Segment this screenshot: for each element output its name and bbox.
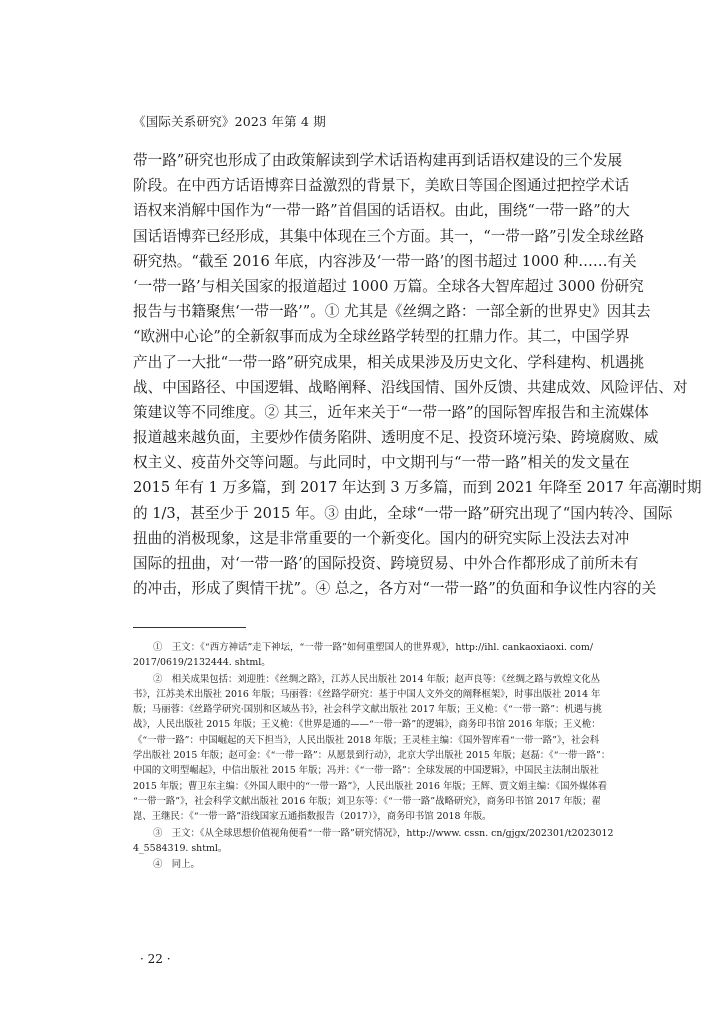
body-line: 的冲击，形成了舆情干扰”。④ 总之，各方对“一带一路”的负面和争议性内容的关: [133, 580, 657, 598]
body-line: 权主义、疫苗外交等问题。与此同时，中文期刊与“一带一路”相关的发文量在: [133, 454, 630, 472]
body-line: “欧洲中心论”的全新叙事而成为全球丝路学转型的扛鼎力作。其二，中国学界: [133, 328, 630, 346]
footnote: [133, 826, 614, 857]
footnote-line: ① 王文：《“西方神话”走下神坛，“一带一路”如何重塑国人的世界观》，http://ihl. cankaoxiaoxi. com/: [153, 642, 593, 653]
body-line: 语权来消解中国作为“一带一路”首倡国的话语权。由此，围绕“一带一路”的大: [133, 202, 630, 220]
footnote-line: 中国的文明型崛起》，中信出版社 2015 年版；冯并：《“一带一路”：全球发展的中国逻辑》，中国民主法制出版社: [133, 765, 599, 777]
page-number: · 22 ·: [140, 952, 171, 966]
footnote-line: “一带一路”》，社会科学文献出版社 2016 年版；刘卫东等：《“一带一路”战略研究》，商务印书馆 2017 年版；翟: [133, 795, 601, 807]
footnote-gap: [133, 872, 593, 873]
body-line: 策建议等不同维度。② 其三，近年来关于“一带一路”的国际智库报告和主流媒体: [133, 403, 649, 421]
footnotes: [133, 640, 614, 873]
footnote: [133, 640, 593, 671]
body-line: ‘一带一路’与相关国家的报道超过 1000 万篇。全球各大智库超过 3000 份研究: [133, 277, 644, 295]
body-text: [133, 148, 702, 601]
footnote-line: 4_5584319. shtml。: [133, 842, 228, 854]
body-line: 报道越来越负面，主要炒作债务陷阱、透明度不足、投资环境污染、跨境腐败、威: [133, 429, 659, 447]
body-line: 研究热。“截至 2016 年底，内容涉及‘一带一路’的图书超过 1000 种……有关: [133, 252, 637, 270]
body-line: 报告与书籍聚焦‘一带一路’”。① 尤其是《丝绸之路：一部全新的世界史》因其去: [133, 303, 651, 321]
body-line: 国际的扭曲，对‘一带一路’的国际投资、跨境贸易、中外合作都形成了前所未有: [133, 555, 639, 572]
footnote: [133, 857, 593, 872]
journal-header: 《国际关系研究》2023 年第 4 期: [133, 114, 326, 129]
footnote-separator: [133, 627, 246, 628]
body-line: 阶段。在中西方话语博弈日益激烈的背景下，美欧日等国企图通过把控学术话: [133, 177, 630, 195]
body-line: 带一路”研究也形成了由政策解读到学术话语构建再到话语权建设的三个发展: [133, 152, 623, 169]
footnote-line: ③ 王文：《从全球思想价值视角便看“一带一路”研究情况》，http://www. cssn. cn/gjgx/202301/t2023012: [153, 827, 614, 839]
body-line: 2015 年有 1 万多篇，到 2017 年达到 3 万多篇，而到 2021 年降至 2017 年高潮时期: [133, 479, 702, 497]
footnote-line: 书》，江苏美术出版社 2016 年版；马丽蓉：《丝路学研究：基于中国人文外交的阐释框架》，时事出版社 2014 年: [133, 688, 601, 700]
footnote-line: 2017/0619/2132444. shtml。: [133, 657, 271, 669]
footnote-line: ② 相关成果包括：刘迎胜：《丝绸之路》，江苏人民出版社 2014 年版；赵声良等：《丝绸之路与敦煌文化丛: [153, 673, 600, 685]
footnote-line: 《“一带一路”：中国崛起的天下担当》，人民出版社 2018 年版；王灵桂主编：《国外智库看“一带一路”》，社会科: [133, 734, 600, 746]
footnote-line: 版；马丽蓉：《丝路学研究·国别和区域丛书》，社会科学文献出版社 2017 年版；王义桅：《“一带一路”：机遇与挑: [133, 704, 602, 716]
footnote-line: 崑、王继民：《“一带一路”沿线国家五通指数报告（2017）》，商务印书馆 2018 年版。: [133, 811, 492, 823]
body-line: 扭曲的消极现象，这是非常重要的一个新变化。国内的研究实际上没法去对冲: [133, 529, 630, 547]
body-line: 的 1/3，甚至少于 2015 年。③ 由此，全球“一带一路”研究出现了“国内转冷、国际: [133, 504, 673, 522]
footnote-line: ④ 同上。: [153, 859, 200, 871]
footnote: [133, 672, 611, 825]
footnote-line: 2015 年版；曹卫东主编：《外国人眼中的“一带一路”》，人民出版社 2016 年版；王辉、贾文娟主编：《国外媒体看: [133, 780, 608, 792]
footnote-line: 学出版社 2015 年版；赵可金：《“一带一路”：从愿景到行动》，北京大学出版社 2015 年版；赵磊：《“一带一路”：: [133, 750, 611, 762]
body-line: 战、中国路径、中国逻辑、战略阐释、沿线国情、国外反馈、共建成效、风险评估、对: [133, 378, 688, 396]
body-line: 国话语博弈已经形成，其集中体现在三个方面。其一，“一带一路”引发全球丝路: [133, 227, 645, 245]
body-line: 产出了一大批“一带一路”研究成果，相关成果涉及历史文化、学科建构、机遇挑: [133, 353, 645, 371]
footnote-line: 战》，人民出版社 2015 年版；王义桅：《世界是通的——“一带一路”的逻辑》，商务印书馆 2016 年版；王义桅：: [133, 719, 601, 731]
